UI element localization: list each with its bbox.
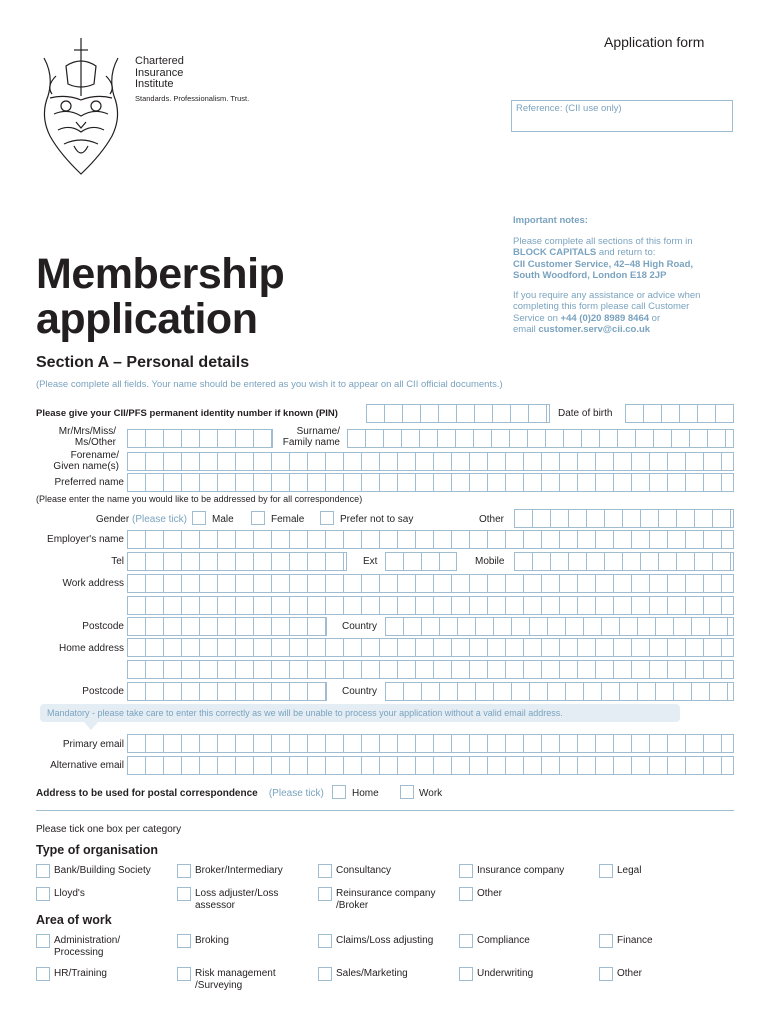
org-type-option-label: Lloyd's: [54, 888, 85, 899]
org-type-option-checkbox[interactable]: [177, 887, 191, 901]
org-type-option-label: Loss adjuster/Loss assessor: [195, 888, 279, 911]
employer-label: Employer's name: [47, 534, 124, 545]
org-type-option-label: Broker/Intermediary: [195, 865, 283, 876]
work-area-heading: Area of work: [36, 913, 112, 927]
org-type-option-checkbox[interactable]: [459, 887, 473, 901]
work-address-label: Work address: [62, 578, 124, 589]
surname-input[interactable]: [347, 429, 734, 448]
postal-home-label: Home: [352, 788, 379, 799]
work-postcode-input[interactable]: [127, 617, 327, 636]
gender-female-label: Female: [271, 514, 305, 525]
mobile-label: Mobile: [475, 556, 505, 567]
dob-label: Date of birth: [558, 408, 613, 419]
work-area-option-label: Broking: [195, 935, 229, 946]
org-type-heading: Type of organisation: [36, 843, 158, 857]
cii-crest-logo: [36, 36, 126, 182]
gender-none-label: Prefer not to say: [340, 514, 414, 525]
work-postcode-label: Postcode: [82, 621, 124, 632]
gender-other-input[interactable]: [514, 509, 734, 528]
work-address-line1[interactable]: [127, 574, 734, 593]
work-area-option-label: Other: [617, 968, 643, 979]
postal-work-label: Work: [419, 788, 443, 799]
tel-label: Tel: [111, 556, 124, 567]
work-area-option-checkbox[interactable]: [599, 934, 613, 948]
work-area-option-label: Sales/Marketing: [336, 968, 408, 979]
org-type-option-checkbox[interactable]: [177, 864, 191, 878]
gender-female-checkbox[interactable]: [251, 511, 265, 525]
title-input[interactable]: [127, 429, 273, 448]
work-area-option-checkbox[interactable]: [177, 967, 191, 981]
tagline: Standards. Professionalism. Trust.: [135, 94, 250, 103]
preferred-input[interactable]: [127, 473, 734, 492]
postal-work-checkbox[interactable]: [400, 785, 414, 799]
home-address-label: Home address: [58, 643, 124, 654]
mobile-input[interactable]: [514, 552, 734, 571]
preferred-note: (Please enter the name you would like to be addressed by for all correspondence): [36, 494, 363, 504]
org-type-option-label: Bank/Building Society: [54, 865, 151, 876]
work-area-option-label: HR/Training: [54, 968, 107, 979]
gender-male-checkbox[interactable]: [192, 511, 206, 525]
work-country-label: Country: [342, 621, 378, 632]
org-type-option-checkbox[interactable]: [36, 887, 50, 901]
primary-email-label: Primary email: [62, 739, 124, 750]
title-label: Mr/Mrs/Miss/ Ms/Other: [58, 426, 116, 448]
home-address-line2[interactable]: [127, 660, 734, 679]
reference-label: Reference: (CII use only): [516, 103, 622, 114]
postal-label: Address to be used for postal correspondence (Please tick): [36, 788, 324, 799]
gender-male-label: Male: [212, 514, 234, 525]
home-postcode-label: Postcode: [82, 686, 124, 697]
work-area-option-checkbox[interactable]: [177, 934, 191, 948]
ext-input[interactable]: [385, 552, 457, 571]
work-area-option-label: Claims/Loss adjusting: [336, 935, 434, 946]
callout-pointer: [84, 722, 98, 730]
tel-input[interactable]: [127, 552, 347, 571]
work-area-option-label: Finance: [617, 935, 653, 946]
important-notes: Important notes: Please complete all sections of this form in BLOCK CAPITALS and return to: CII Customer Service, 42–48 High Road, South Woodford, London E18 2JP If you require any assistance or advice when completing this form please call Customer Service on +44 (0)20 8989 8464 or email customer.serv@cii.co.uk: [513, 215, 701, 335]
org-type-option-label: Reinsurance company /Broker: [336, 888, 436, 911]
org-type-option-label: Insurance company: [477, 865, 565, 876]
section-a-heading: Section A – Personal details: [36, 354, 250, 371]
primary-email-input[interactable]: [127, 734, 734, 753]
work-country-input[interactable]: [385, 617, 734, 636]
org-name: Chartered Insurance Institute: [135, 55, 184, 90]
alt-email-label: Alternative email: [50, 760, 124, 771]
work-area-option-label: Administration/ Processing: [54, 935, 121, 958]
home-postcode-input[interactable]: [127, 682, 327, 701]
alt-email-input[interactable]: [127, 756, 734, 775]
work-area-option-checkbox[interactable]: [318, 967, 332, 981]
home-country-input[interactable]: [385, 682, 734, 701]
ext-label: Ext: [363, 556, 378, 567]
section-divider: [36, 810, 734, 811]
home-country-label: Country: [342, 686, 378, 697]
section-a-subheading: (Please complete all fields. Your name should be entered as you wish it to appear on all CII official documents.): [36, 379, 503, 390]
org-type-option-label: Consultancy: [336, 865, 392, 876]
pin-input[interactable]: [366, 404, 550, 423]
org-type-option-checkbox[interactable]: [318, 887, 332, 901]
forename-label: Forename/ Given name(s): [53, 450, 119, 472]
org-type-option-label: Legal: [617, 865, 642, 876]
page-title: Membership application: [36, 250, 285, 343]
gender-none-checkbox[interactable]: [320, 511, 334, 525]
org-type-option-label: Other: [477, 888, 503, 899]
work-area-option-checkbox[interactable]: [36, 934, 50, 948]
org-type-option-checkbox[interactable]: [459, 864, 473, 878]
surname-label: Surname/ Family name: [282, 426, 340, 448]
preferred-label: Preferred name: [54, 477, 124, 488]
postal-home-checkbox[interactable]: [332, 785, 346, 799]
employer-input[interactable]: [127, 530, 734, 549]
gender-other-label: Other: [479, 514, 505, 525]
org-type-option-checkbox[interactable]: [36, 864, 50, 878]
work-area-option-checkbox[interactable]: [36, 967, 50, 981]
work-area-option-checkbox[interactable]: [599, 967, 613, 981]
forename-input[interactable]: [127, 452, 734, 471]
mandatory-note: Mandatory - please take care to enter this correctly as we will be unable to process your application without a valid email address.: [47, 708, 563, 718]
org-type-option-checkbox[interactable]: [599, 864, 613, 878]
category-instruction: Please tick one box per category: [36, 824, 182, 835]
work-address-line2[interactable]: [127, 596, 734, 615]
work-area-option-label: Underwriting: [477, 968, 534, 979]
work-area-option-label: Compliance: [477, 935, 530, 946]
work-area-option-checkbox[interactable]: [459, 934, 473, 948]
form-type-label: Application form: [604, 34, 705, 50]
work-area-option-checkbox[interactable]: [318, 934, 332, 948]
gender-label: Gender (Please tick): [95, 514, 187, 525]
dob-input[interactable]: [625, 404, 734, 423]
pin-label: Please give your CII/PFS permanent identity number if known (PIN): [36, 408, 338, 419]
work-area-option-label: Risk management /Surveying: [195, 968, 276, 991]
work-area-option-checkbox[interactable]: [459, 967, 473, 981]
home-address-line1[interactable]: [127, 638, 734, 657]
org-type-option-checkbox[interactable]: [318, 864, 332, 878]
